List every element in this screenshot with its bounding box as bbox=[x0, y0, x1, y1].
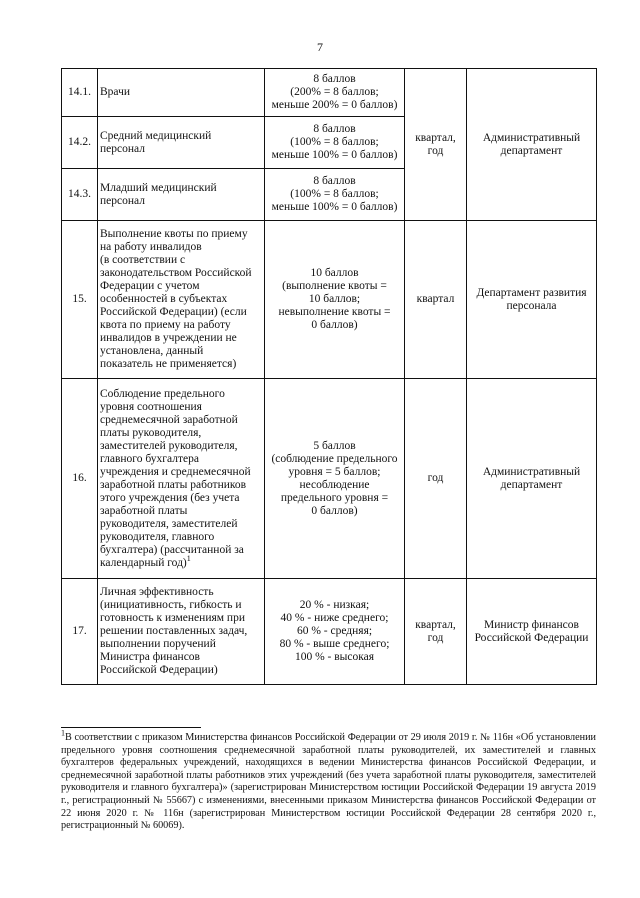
criterion-score: 8 баллов (100% = 8 баллов; меньше 100% = 0 баллов) bbox=[265, 117, 405, 169]
footnote bbox=[61, 728, 596, 833]
criterion-score: 20 % - низкая; 40 % - ниже среднего; 60 % - средняя; 80 % - выше среднего; 100 % - высокая bbox=[265, 579, 405, 685]
criterion-name: Личная эффективность (инициативность, гибкость и готовность к изменениям при решении поставленных задач, выполнении поручений Министра финансов Российской Федерации) bbox=[98, 579, 265, 685]
criteria-table bbox=[61, 68, 597, 685]
page-number: 7 bbox=[317, 40, 323, 54]
footnote-separator bbox=[61, 727, 201, 728]
footnote-text: В соответствии с приказом Министерства финансов Российской Федерации от 29 июля 2019 г. № 116н «Об установлении предельного уровня соотношения среднемесячной заработной платы руководителей, их заместителей и главных бухгалтеров федеральных учреждений, находящихся в ведении Министерства финансов Российской Федерации, и среднемесячной заработной платы работников этих учреждений (без учета заработной платы руководителя, заместителей руководителя и главного бухгалтера)» (зарегистрирован Министерством юстиции Российской Федерации 19 августа 2019 г., регистрационный № 55667) с изменениями, внесенными приказом Министерства финансов Российской Федерации от 22 июня 2020 г. № 116н (зарегистрирован Министерством юстиции Российской Федерации 28 сентября 2020 г., регистрационный № 60069). bbox=[61, 732, 596, 832]
row-number: 14.3. bbox=[62, 169, 98, 221]
table-row bbox=[62, 579, 597, 685]
footnote-mark: 1 bbox=[61, 728, 65, 738]
criterion-period: квартал bbox=[405, 221, 467, 379]
criterion-department: Министр финансов Российской Федерации bbox=[467, 579, 597, 685]
criterion-department: Департамент развития персонала bbox=[467, 221, 597, 379]
row-number: 17. bbox=[62, 579, 98, 685]
row-number: 14.1. bbox=[62, 69, 98, 117]
criterion-period: квартал, год bbox=[405, 579, 467, 685]
footnote-reference: 1 bbox=[186, 553, 191, 563]
table-row bbox=[62, 69, 597, 117]
criterion-name: Врачи bbox=[98, 69, 265, 117]
criterion-score: 8 баллов (100% = 8 баллов; меньше 100% = 0 баллов) bbox=[265, 169, 405, 221]
criterion-period: год bbox=[405, 379, 467, 579]
criterion-department: Административный департамент bbox=[467, 69, 597, 221]
criterion-name bbox=[98, 379, 265, 579]
row-number: 16. bbox=[62, 379, 98, 579]
criterion-name: Средний медицинский персонал bbox=[98, 117, 265, 169]
row-number: 15. bbox=[62, 221, 98, 379]
criterion-score: 10 баллов (выполнение квоты = 10 баллов; невыполнение квоты = 0 баллов) bbox=[265, 221, 405, 379]
criterion-name: Выполнение квоты по приему на работу инвалидов (в соответствии с законодательством Российской Федерации с учетом особенностей в субъектах Российской Федерации) (если квота по приему на работу инвалидов в учреждении не установлена, данный показатель не применяется) bbox=[98, 221, 265, 379]
criterion-period: квартал, год bbox=[405, 69, 467, 221]
table-row bbox=[62, 379, 597, 579]
criterion-score: 8 баллов (200% = 8 баллов; меньше 200% = 0 баллов) bbox=[265, 69, 405, 117]
criterion-department: Административный департамент bbox=[467, 379, 597, 579]
criterion-name-text: Соблюдение предельного уровня соотношения среднемесячной заработной платы руководителя, заместителей руководителя, главного бухгалтера учреждения и среднемесячной заработной платы работников этого учреждения (без учета заработной платы руководителя, заместителей руководителя, главного бухгалтера) (рассчитанной за календарный год) bbox=[100, 387, 251, 569]
criterion-name: Младший медицинский персонал bbox=[98, 169, 265, 221]
table-row bbox=[62, 221, 597, 379]
criterion-score: 5 баллов (соблюдение предельного уровня = 5 баллов; несоблюдение предельного уровня = 0 баллов) bbox=[265, 379, 405, 579]
row-number: 14.2. bbox=[62, 117, 98, 169]
